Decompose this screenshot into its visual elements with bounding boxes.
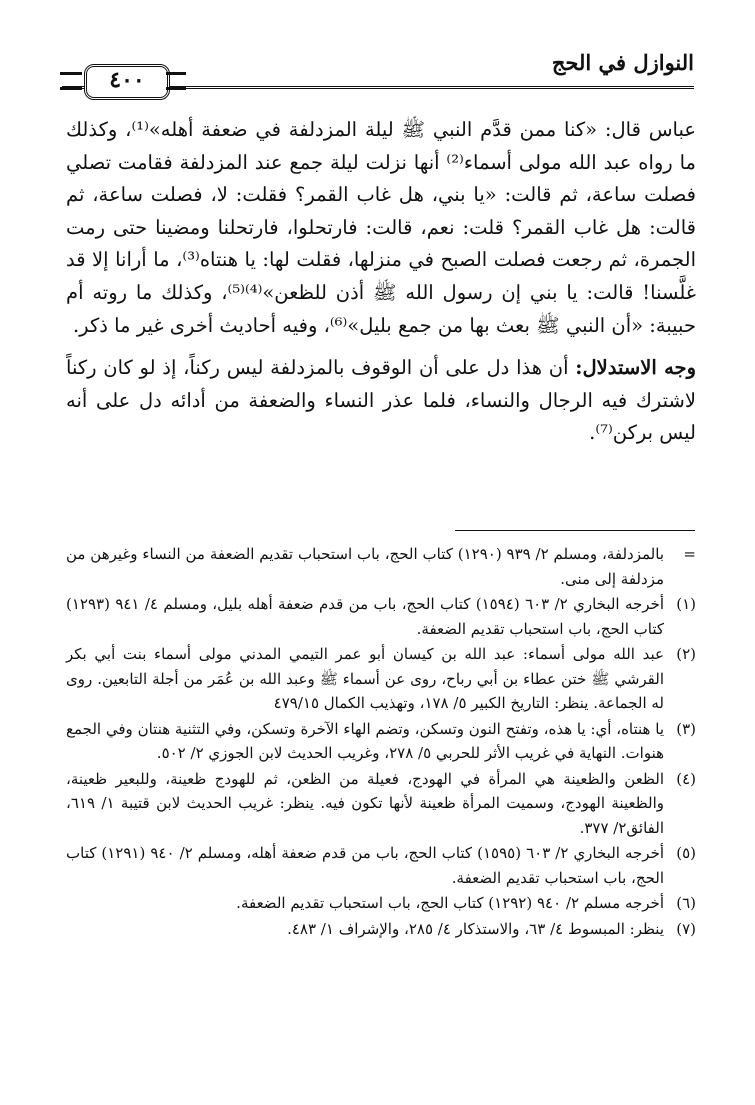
paragraph-inference [66,352,696,450]
footnote-number: (١) [676,595,696,613]
footnote-text: أخرجه مسلم ٢/ ٩٤٠ (١٢٩٢) كتاب الحج، باب استحباب تقديم الضعفة. [236,894,664,912]
footnote-text: بالمزدلفة، ومسلم ٢/ ٩٣٩ (١٢٩٠) كتاب الحج، باب استحباب تقديم الضعفة من النساء وغيرهن من مزدلفة إلى منى. [66,545,664,588]
inference-label: وجه الاستدلال: [575,356,696,380]
left-ornament [60,72,82,90]
footnote-2 [66,642,696,716]
right-ornament [166,72,186,90]
footnote-number: (٥) [676,844,696,862]
footnote-5 [66,841,696,890]
footnote-7 [66,917,696,942]
footnotes [66,542,696,942]
paragraph-hadith: عباس قال: «كنا ممن قدَّم النبي ﷺ ليلة المزدلفة في ضعفة أهله»⁽¹⁾، وكذلك ما رواه عبد الله مولى أسماء⁽²⁾ أنها نزلت ليلة جمع عند المزدلفة فقامت تصلي فصلت ساعة، ثم قالت: «يا بني، هل غاب القمر؟ فقلت: لا، فصلت ساعة، ثم قالت: هل غاب القمر؟ قلت: نعم، قالت: فارتحلوا، فارتحلنا ومضينا حتى رمت الجمرة، ثم رجعت فصلت الصبح في منزلها، فقلت لها: يا هنتاه⁽³⁾، ما أرانا إلا قد غلَّسنا! قالت: يا بني إن رسول الله ﷺ أذن للظعن»⁽⁴⁾⁽⁵⁾، وكذلك ما روته أم حبيبة: «أن النبي ﷺ بعث بها من جمع بليل»⁽⁶⁾، وفيه أحاديث أخرى غير ما ذكر. [66,118,696,337]
footnote-3 [66,717,696,766]
footnote-continued [66,542,696,591]
footnote-number: (٧) [676,919,696,938]
footnote-text: أخرجه البخاري ٢/ ٦٠٣ (١٥٩٥) كتاب الحج، باب من قدم ضعفة أهله، ومسلم ٢/ ٩٤٠ (١٢٩١) كتاب الحج، باب استحباب تقديم الضعفة. [66,844,665,887]
footnote-number: (٣) [676,719,696,738]
inference-text: أن هذا دل على أن الوقوف بالمزدلفة ليس ركناً، إذ لو كان ركناً لاشترك فيه الرجال والنساء، فلما عذر النساء والضعفة من أدائه دل على أنه ليس بركن⁽⁷⁾. [66,356,696,445]
footnote-number: (٢) [676,645,696,663]
footnote-4 [66,767,696,841]
main-text [66,114,696,450]
footnote-text: يا هنتاه، أي: يا هذه، وتفتح النون وتسكن، وتضم الهاء الآخرة وتسكن، وفي التثنية هنتان وفي الجمع هنوات. النهاية في غريب الأثر للحربي ٥/ ٢٧٨، وغريب الحديث لابن الجوزي ٢/ ٥٠٢. [66,719,664,762]
footnote-text: ينظر: المبسوط ٤/ ٦٣، والاستذكار ٤/ ٢٨٥، والإشراف ١/ ٤٨٣. [287,919,664,938]
footnote-6 [66,891,696,916]
footnote-1 [66,592,696,641]
footnote-number: (٦) [676,894,696,912]
footnote-text: أخرجه البخاري ٢/ ٦٠٣ (١٥٩٤) كتاب الحج، باب من قدم ضعفة أهله بليل، ومسلم ٤/ ٩٤١ (١٢٩٣) كتاب الحج، باب استحباب تقديم الضعفة. [66,595,664,638]
running-title: النوازل في الحج [551,50,694,75]
footnote-text: الظعن والظعينة هي المرأة في الهودج، فعيلة من الظعن، ثم للهودج ظعينة، وللبعير ظعينة، والظعينة الهودج، وسميت المرأة ظعينة لأنها تكون فيه. ينظر: غريب الحديث لابن قتيبة ١/ ٦١٩، الفائق٢/ ٣٧٧. [66,769,664,837]
footnote-separator [455,530,695,531]
footnote-number: (٤) [676,769,696,788]
page-number: ٤٠٠ [84,64,170,100]
page-header [62,38,694,98]
footnote-text: عبد الله مولى أسماء: عبد الله بن كيسان أبو عمر التيمي المدني مولى أسماء بنت أبي بكر القرشي ﷺ ختن عطاء بن أبي رباح، روى عن أسماء ﷺ وعبد الله بن عُمَر من أجلة التابعين. روى له الجماعة. ينظر: التاريخ الكبير ٥/ ١٧٨، وتهذيب الكمال ٤٧٩/١٥ [66,645,664,712]
footnote-number: = [683,545,696,563]
